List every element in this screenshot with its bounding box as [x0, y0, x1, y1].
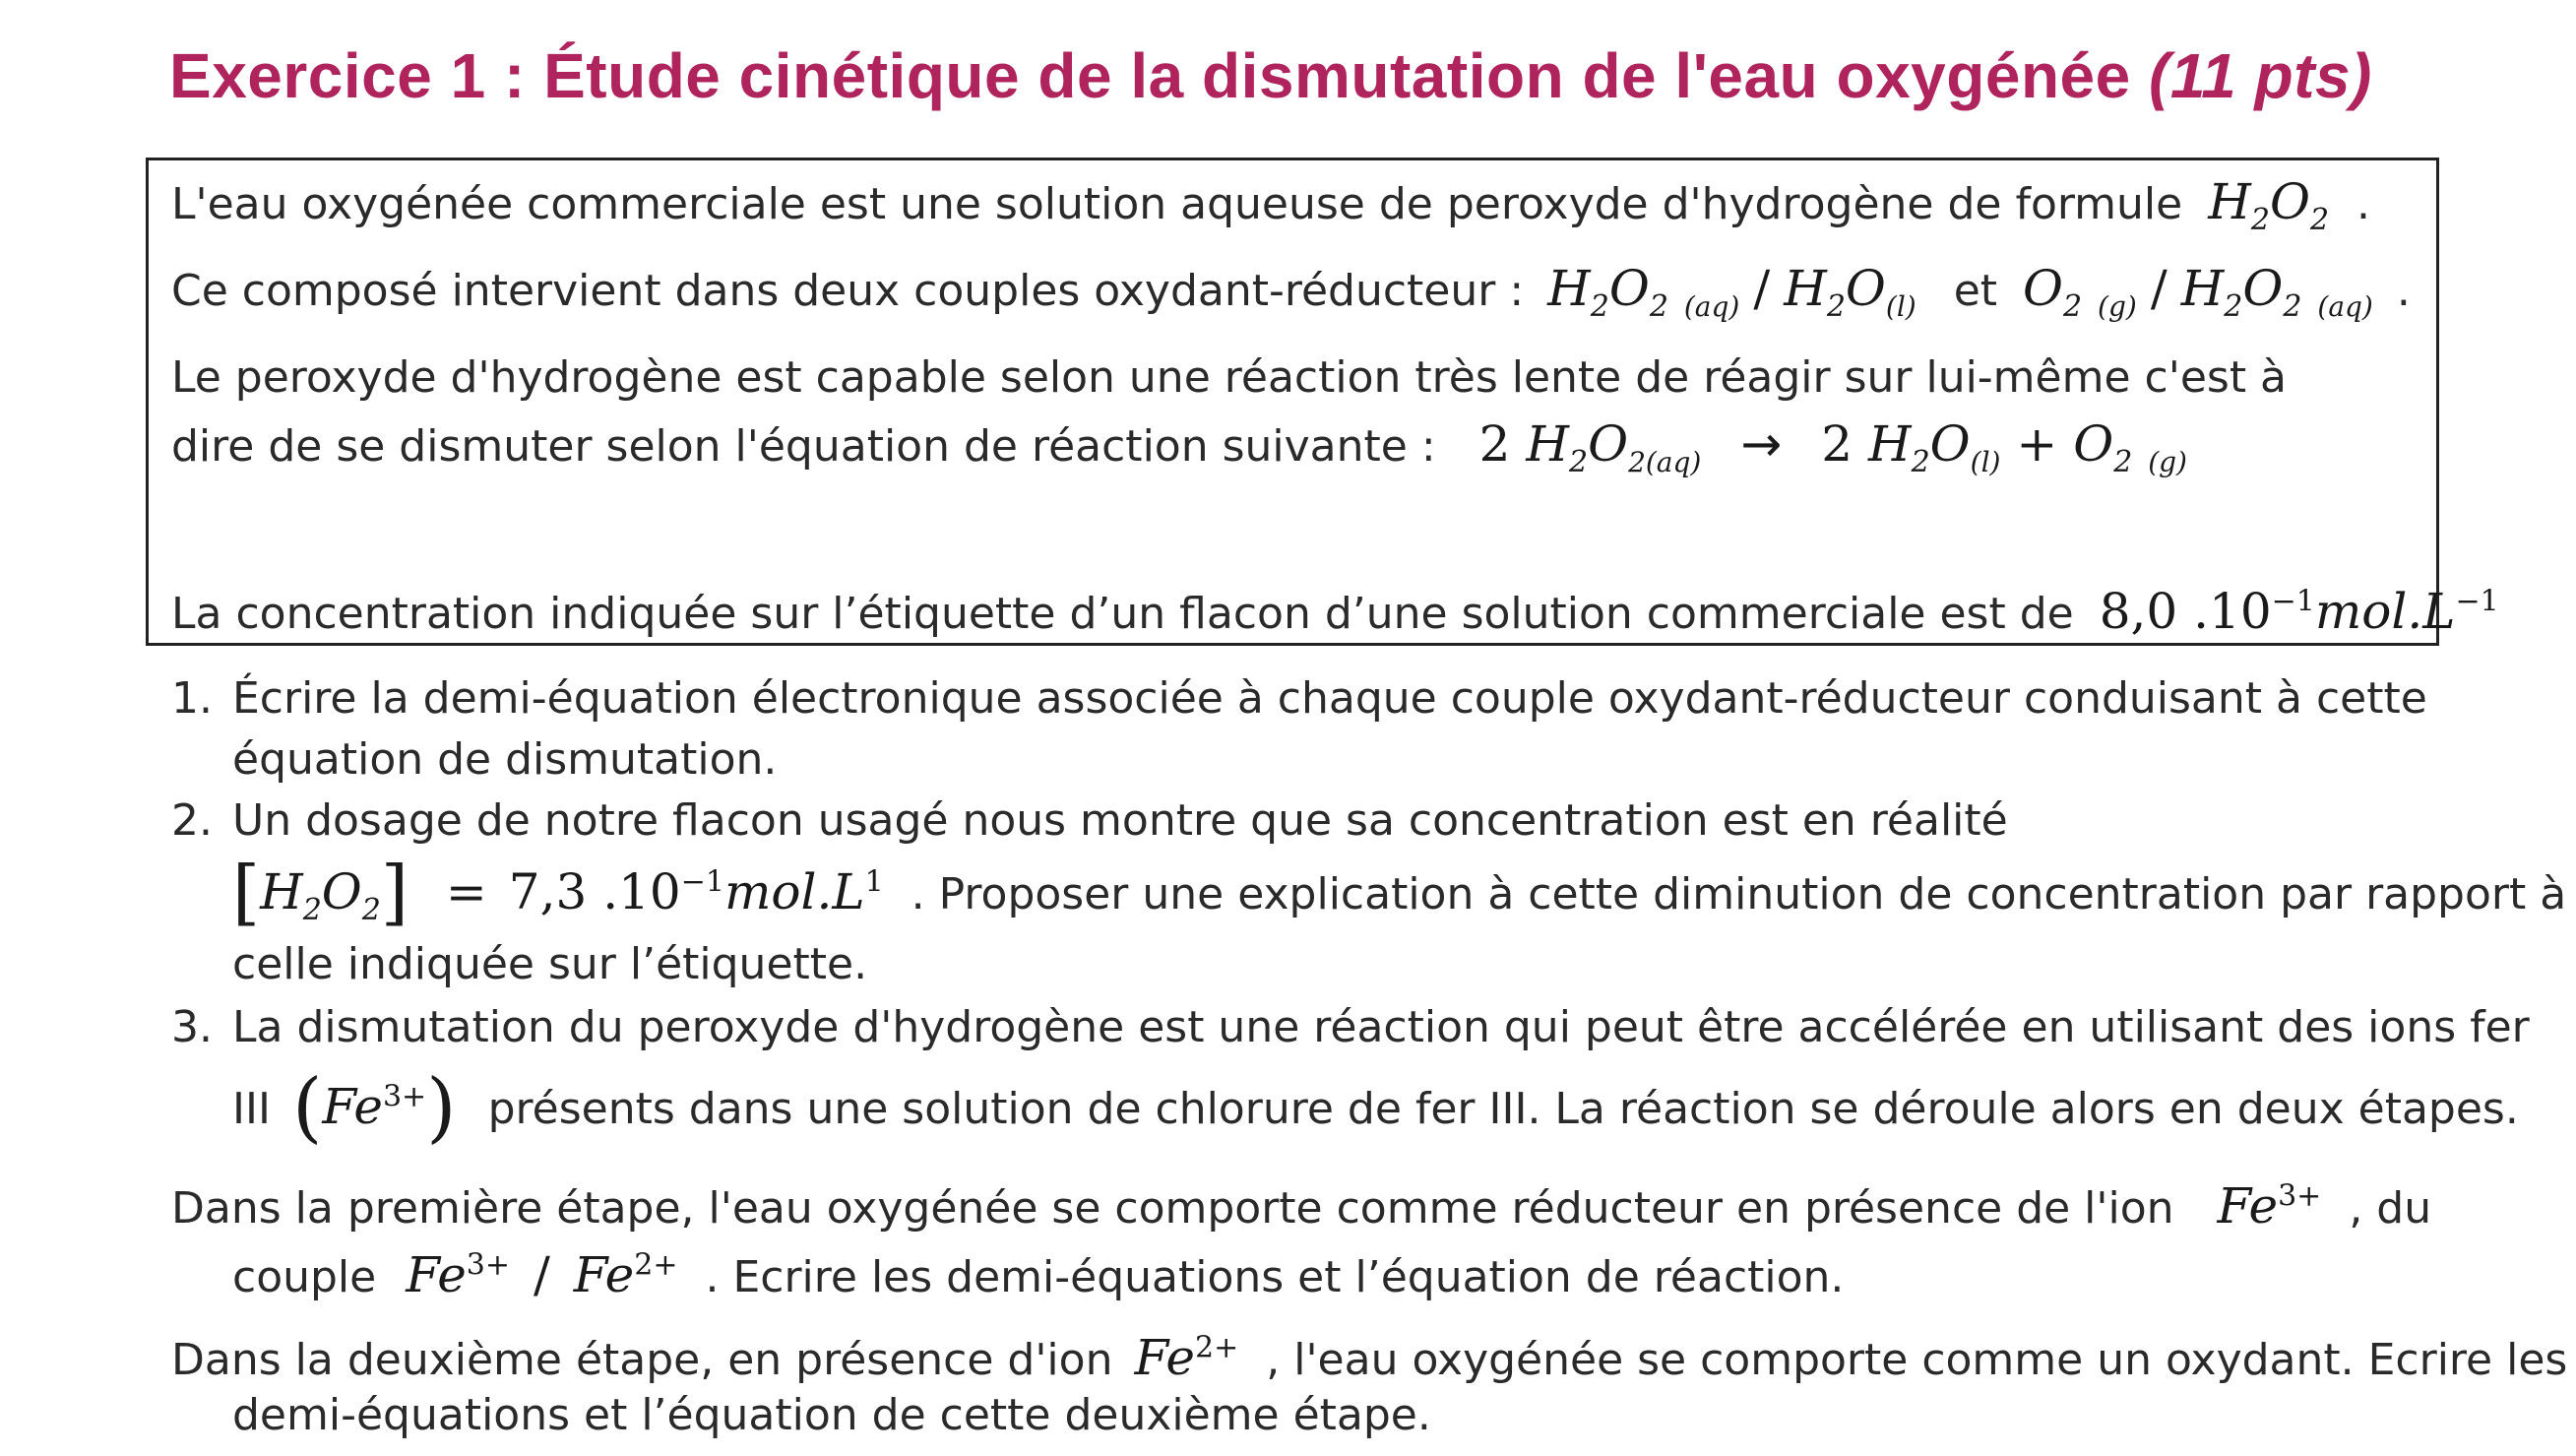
formula-fe3-paren: $(Fe^{3+})$: [291, 1063, 457, 1152]
question-2-line-b: [232, 851, 2567, 933]
intro-line-4: [171, 583, 2499, 640]
formula-h2o2: $H_2O_2$: [2208, 173, 2330, 237]
step-1-line-a-text: Dans la première étape, l'eau oxygénée se comporte comme réducteur en présence de l'ion: [171, 1183, 2174, 1234]
exercise-title: [169, 39, 2372, 112]
question-3-iii: III: [232, 1084, 271, 1134]
formula-fe3: $Fe^{3+}$: [2217, 1177, 2322, 1234]
measured-concentration: $[H_2O_2] = 7,3$ $.10^{-1}mol.L^1$: [232, 851, 884, 933]
commercial-concentration: 8,0 $.10^{-1}mol.L^{-1}$: [2099, 583, 2499, 640]
step-2-line-a-text: Dans la deuxième étape, en présence d'ion: [171, 1335, 1113, 1385]
question-2-line-b-text: . Proposer une explication à cette diminution de concentration par rapport à: [911, 869, 2567, 919]
question-3-line-a: La dismutation du peroxyde d'hydrogène est une réaction qui peut être accélérée en utilisant des ions fer: [232, 1002, 2530, 1052]
step-1-line-b: [232, 1246, 1845, 1303]
question-1-line-b: équation de dismutation.: [232, 734, 778, 785]
step-1-line-a-end: , du: [2349, 1183, 2432, 1234]
formula-h2o2-aq: $H_2O_2$ $_{(aq)}$: [2180, 260, 2373, 324]
question-2-line-a: Un dosage de notre flacon usagé nous montre que sa concentration est en réalité: [232, 795, 2008, 846]
intro-line-2-end: .: [2396, 266, 2411, 316]
step-2-line-a-end: , l'eau oxygénée se comporte comme un oxydant. Ecrire les: [1266, 1335, 2568, 1385]
question-2-number: 2.: [171, 795, 213, 846]
formula-fe2: $Fe^{2+}$: [1134, 1329, 1239, 1386]
question-3-line-b-text: présents dans une solution de chlorure de fer III. La réaction se déroule alors en deux étapes.: [487, 1084, 2519, 1134]
step-1-line-b-text: . Ecrire les demi-équations et l’équation de réaction.: [705, 1252, 1845, 1302]
intro-line-3b: [171, 415, 2187, 479]
step-1-couple-label: couple: [232, 1252, 377, 1302]
question-1-line-a: Écrire la demi-équation électronique associée à chaque couple oxydant-réducteur conduisant à cette: [232, 673, 2427, 724]
question-3-number: 3.: [171, 1002, 213, 1052]
step-2-line-a: [171, 1329, 2568, 1386]
couple-et: et: [1953, 266, 1998, 316]
intro-line-1: [171, 173, 2371, 237]
couple-slash-1: /: [1753, 260, 1771, 317]
couple-o2-h2o2: $O_2$ $_{(g)}$: [2023, 260, 2137, 324]
step-2-line-b: demi-équations et l’équation de cette deuxième étape.: [232, 1390, 1431, 1440]
intro-line-1-end: .: [2356, 179, 2371, 229]
intro-line-2: [171, 260, 2411, 324]
question-2-line-c: celle indiquée sur l’étiquette.: [232, 939, 868, 989]
question-1-number: 1.: [171, 673, 213, 724]
question-3-line-b: [232, 1063, 2519, 1152]
couple-slash-2: /: [2150, 260, 2168, 317]
intro-line-3a: Le peroxyde d'hydrogène est capable selon une réaction très lente de réagir sur lui-même c'est à: [171, 352, 2288, 403]
title-points: (11 pts): [2149, 40, 2372, 111]
couple-h2o2-h2o: $H_2O_2$ $_{(aq)}$: [1547, 260, 1740, 324]
couple-fe3-fe2: $Fe^{3+} / Fe^{2+}$: [406, 1246, 678, 1303]
intro-line-2-text: Ce composé intervient dans deux couples oxydant-réducteur :: [171, 266, 1525, 316]
intro-line-4-text: La concentration indiquée sur l’étiquette d’un flacon d’une solution commerciale est de: [171, 589, 2074, 639]
title-text: Exercice 1 : Étude cinétique de la dismutation de l'eau oxygénée: [169, 40, 2131, 111]
intro-line-3b-text: dire de se dismuter selon l'équation de réaction suivante :: [171, 421, 1436, 472]
step-1-line-a: [171, 1177, 2432, 1234]
dismutation-equation: 2 $H_2O_{2(aq)} \to 2$ $H_2O_{(l)} + O_2$ $_{(g)}$: [1478, 415, 2187, 479]
formula-h2o-l: $H_2O_{(l)}$: [1784, 260, 1916, 324]
intro-line-1-text: L'eau oxygénée commerciale est une solution aqueuse de peroxyde d'hydrogène de formule: [171, 179, 2183, 229]
